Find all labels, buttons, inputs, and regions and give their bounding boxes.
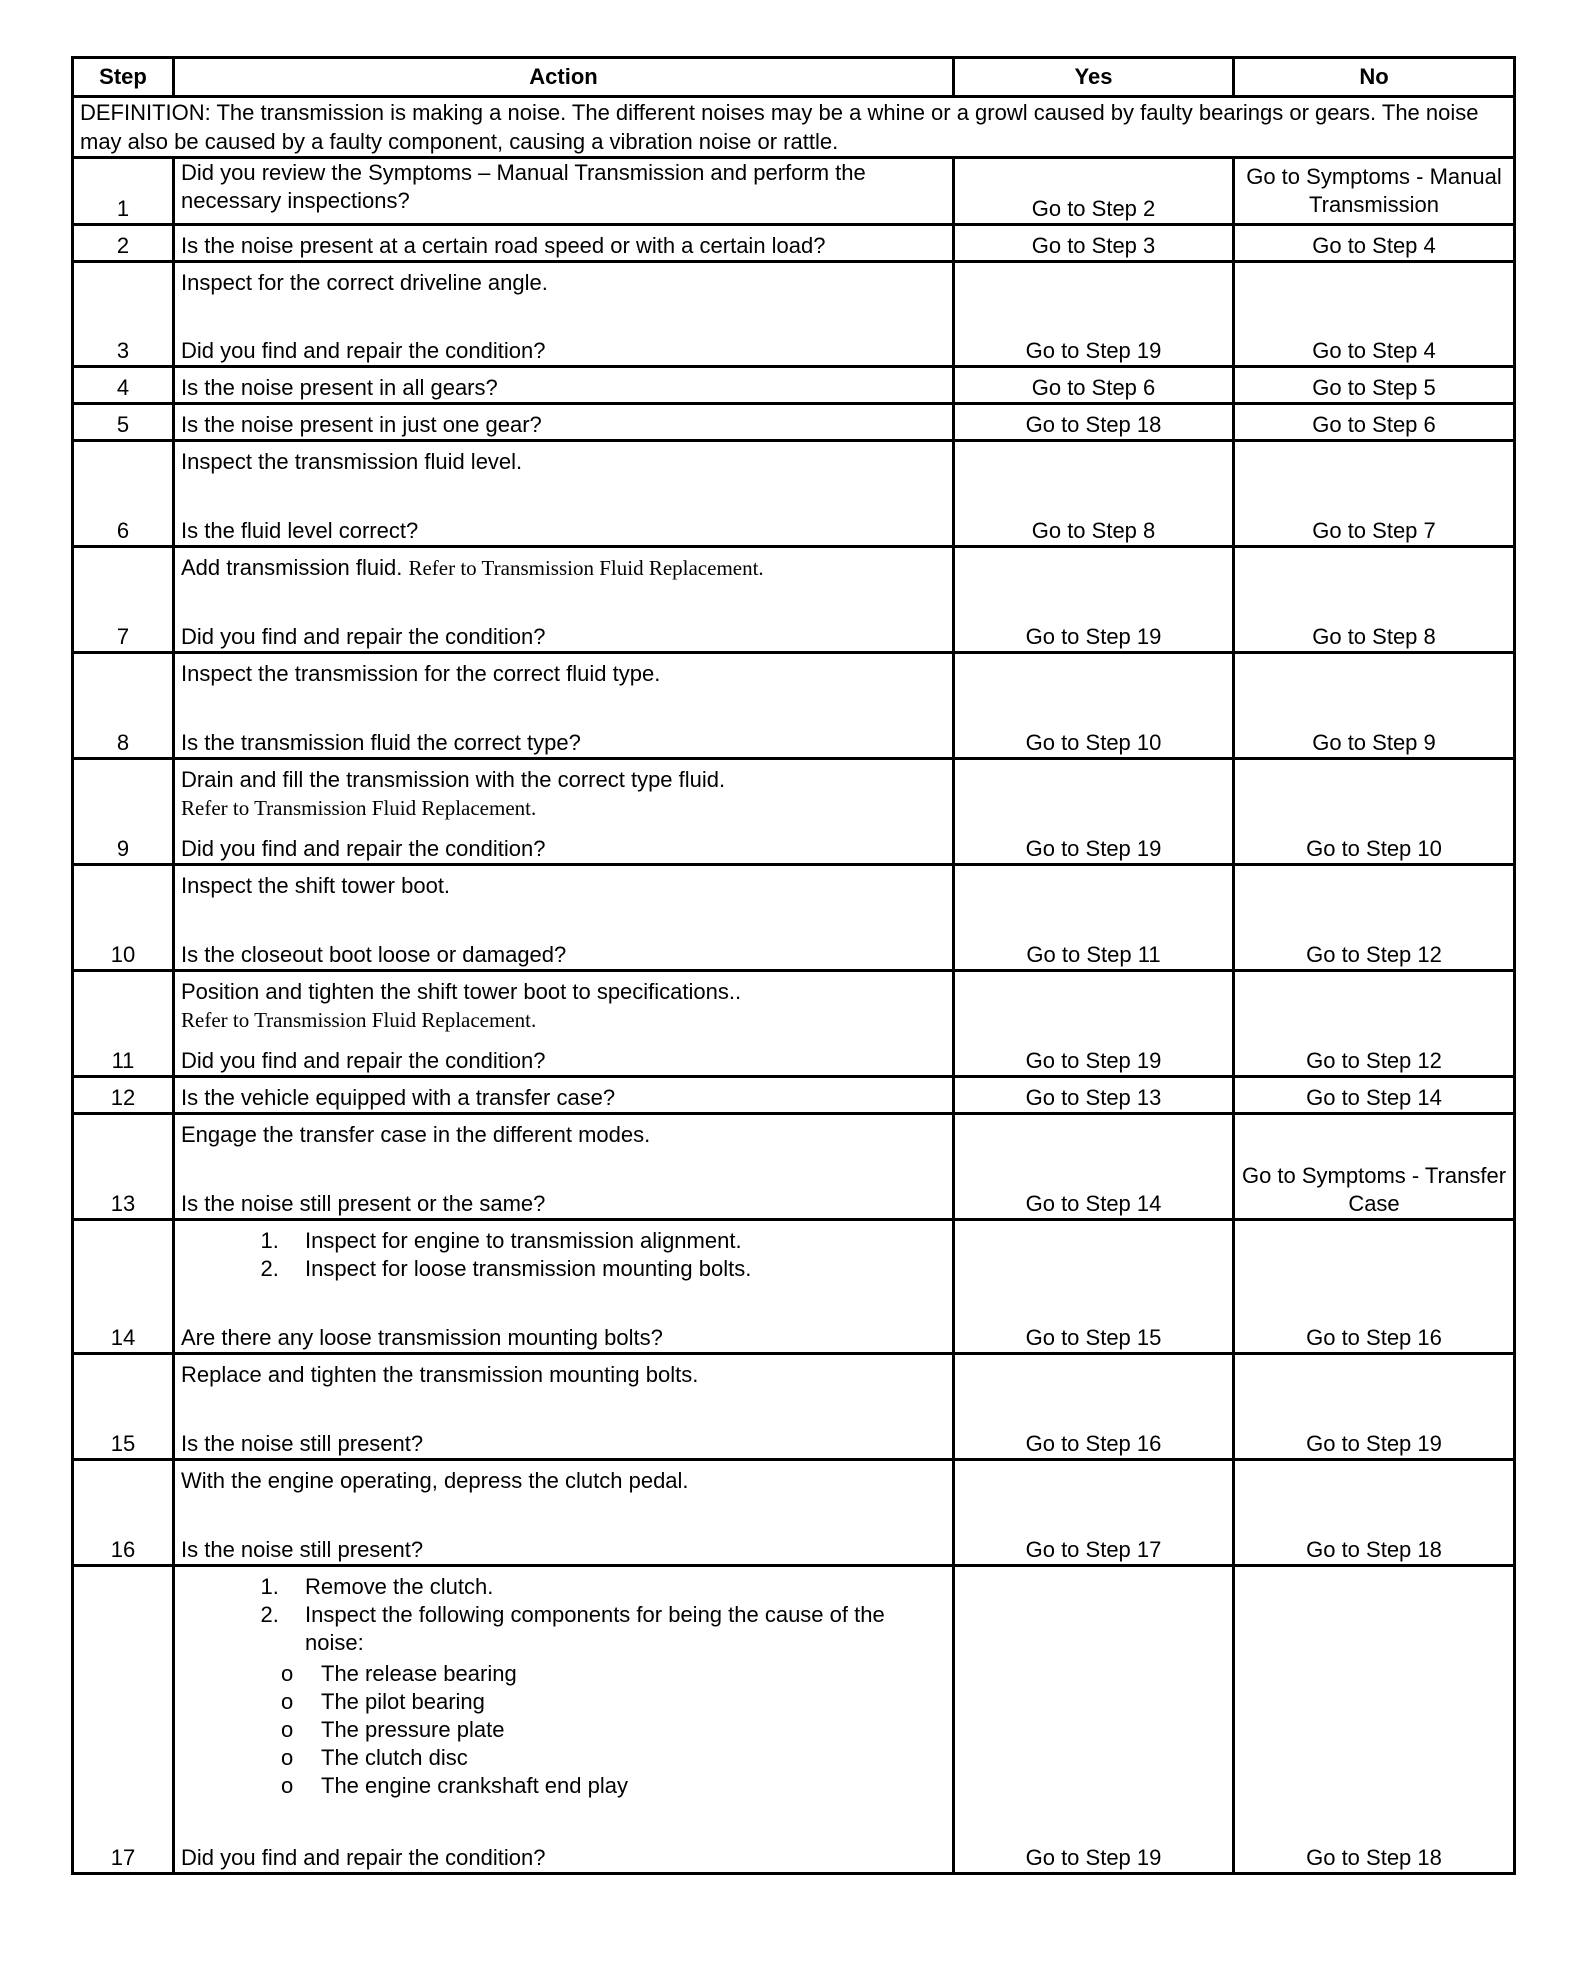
- step-number: 4: [73, 367, 174, 404]
- action-cell: [174, 1354, 954, 1460]
- table-row: [73, 547, 1515, 653]
- action-question: Did you find and repair the condition?: [181, 338, 546, 363]
- yes-answer: Go to Step 3: [954, 225, 1234, 262]
- action-question: Did you find and repair the condition?: [181, 624, 546, 649]
- header-row: [73, 58, 1515, 97]
- diagnostic-table: [71, 56, 1516, 1875]
- yes-answer: Go to Step 17: [954, 1460, 1234, 1566]
- action-question: Is the noise still present?: [181, 1537, 424, 1562]
- action-question: Is the closeout boot loose or damaged?: [181, 942, 567, 967]
- list-item: 2. Inspect for loose transmission mounting bolts.: [285, 1255, 946, 1283]
- table-row: [73, 759, 1515, 865]
- component-list: [181, 1660, 946, 1800]
- action-cell: [174, 547, 954, 653]
- no-answer: Go to Step 16: [1234, 1220, 1515, 1354]
- list-item: 1. Inspect for engine to transmission alignment.: [285, 1227, 946, 1255]
- action-text: Inspect for the correct driveline angle.: [181, 270, 548, 295]
- table-row: [73, 158, 1515, 225]
- action-question: Is the fluid level correct?: [181, 518, 419, 543]
- table-row: [73, 971, 1515, 1077]
- action-question: Are there any loose transmission mounting bolts?: [181, 1325, 663, 1350]
- definition-text: DEFINITION: The transmission is making a noise. The different noises may be a whine or a growl caused by faulty bearings or gears. The noise may also be caused by a faulty component, causing a vibration noise or rattle.: [73, 97, 1515, 158]
- no-answer: Go to Step 5: [1234, 367, 1515, 404]
- action-text: Position and tighten the shift tower boot to specifications..: [181, 979, 742, 1004]
- action-list: [181, 1227, 946, 1283]
- action-question: Did you find and repair the condition?: [181, 1048, 546, 1073]
- no-answer: Go to Symptoms - Manual Transmission: [1234, 158, 1515, 225]
- step-number: 13: [73, 1114, 174, 1220]
- action-text: Is the noise present in all gears?: [174, 367, 954, 404]
- step-number: 14: [73, 1220, 174, 1354]
- table-row: [73, 1220, 1515, 1354]
- reference-link[interactable]: Refer to Transmission Fluid Replacement.: [181, 796, 537, 820]
- list-item-text: Inspect the following components for being the cause of the noise:: [305, 1602, 885, 1655]
- list-item: 1. Remove the clutch.: [285, 1573, 946, 1601]
- definition-row: [73, 97, 1515, 158]
- reference-link[interactable]: Refer to Transmission Fluid Replacement.: [408, 556, 764, 580]
- action-text: Inspect the transmission fluid level.: [181, 449, 523, 474]
- action-cell: [174, 1220, 954, 1354]
- yes-answer: Go to Step 2: [954, 158, 1234, 225]
- yes-answer: Go to Step 19: [954, 262, 1234, 367]
- table-row: [73, 367, 1515, 404]
- action-text: Did you review the Symptoms – Manual Transmission and perform the necessary inspections?: [174, 158, 954, 225]
- no-answer: Go to Step 8: [1234, 547, 1515, 653]
- header-action: Action: [174, 58, 954, 97]
- header-no: No: [1234, 58, 1515, 97]
- yes-answer: Go to Step 13: [954, 1077, 1234, 1114]
- yes-answer: Go to Step 19: [954, 971, 1234, 1077]
- step-number: 10: [73, 865, 174, 971]
- action-cell: [174, 971, 954, 1077]
- action-text: Inspect the shift tower boot.: [181, 873, 451, 898]
- list-item: o The clutch disc: [321, 1744, 946, 1772]
- yes-answer: Go to Step 19: [954, 547, 1234, 653]
- yes-answer: Go to Step 19: [954, 1566, 1234, 1874]
- action-list: [181, 1573, 946, 1657]
- no-answer: Go to Step 12: [1234, 865, 1515, 971]
- no-answer: Go to Step 12: [1234, 971, 1515, 1077]
- yes-answer: Go to Step 10: [954, 653, 1234, 759]
- action-text: With the engine operating, depress the clutch pedal.: [181, 1468, 689, 1493]
- action-text: Inspect the transmission for the correct fluid type.: [181, 661, 661, 686]
- yes-answer: Go to Step 18: [954, 404, 1234, 441]
- action-text: Drain and fill the transmission with the correct type fluid.: [181, 767, 726, 792]
- action-question: Did you find and repair the condition?: [181, 836, 546, 861]
- step-number: 6: [73, 441, 174, 547]
- action-text: Is the vehicle equipped with a transfer case?: [174, 1077, 954, 1114]
- no-answer: Go to Step 4: [1234, 262, 1515, 367]
- yes-answer: Go to Step 14: [954, 1114, 1234, 1220]
- step-number: 3: [73, 262, 174, 367]
- step-number: 12: [73, 1077, 174, 1114]
- table-row: [73, 1114, 1515, 1220]
- list-item: o The pilot bearing: [321, 1688, 946, 1716]
- step-number: 17: [73, 1566, 174, 1874]
- table-row: [73, 865, 1515, 971]
- action-text: Is the noise present in just one gear?: [174, 404, 954, 441]
- table-row: [73, 1077, 1515, 1114]
- table-row: [73, 1460, 1515, 1566]
- no-answer: Go to Step 4: [1234, 225, 1515, 262]
- no-answer: Go to Step 7: [1234, 441, 1515, 547]
- no-answer: Go to Symptoms - Transfer Case: [1234, 1114, 1515, 1220]
- header-step: Step: [73, 58, 174, 97]
- action-text: Add transmission fluid.: [181, 555, 403, 580]
- action-cell: [174, 1460, 954, 1566]
- yes-answer: Go to Step 16: [954, 1354, 1234, 1460]
- step-number: 11: [73, 971, 174, 1077]
- action-question: Is the noise still present or the same?: [181, 1191, 546, 1216]
- action-cell: [174, 653, 954, 759]
- step-number: 2: [73, 225, 174, 262]
- table-row: [73, 1354, 1515, 1460]
- action-question: Is the transmission fluid the correct type?: [181, 730, 581, 755]
- yes-answer: Go to Step 6: [954, 367, 1234, 404]
- action-cell: [174, 759, 954, 865]
- no-answer: Go to Step 18: [1234, 1566, 1515, 1874]
- table-row: [73, 404, 1515, 441]
- no-answer: Go to Step 18: [1234, 1460, 1515, 1566]
- yes-answer: Go to Step 11: [954, 865, 1234, 971]
- no-answer: Go to Step 19: [1234, 1354, 1515, 1460]
- yes-answer: Go to Step 8: [954, 441, 1234, 547]
- action-cell: [174, 1114, 954, 1220]
- table-row: [73, 1566, 1515, 1874]
- no-answer: Go to Step 9: [1234, 653, 1515, 759]
- table-row: [73, 262, 1515, 367]
- table-row: [73, 653, 1515, 759]
- yes-answer: Go to Step 19: [954, 759, 1234, 865]
- list-item: [285, 1601, 946, 1657]
- list-item: o The release bearing: [321, 1660, 946, 1688]
- step-number: 8: [73, 653, 174, 759]
- yes-answer: Go to Step 15: [954, 1220, 1234, 1354]
- step-number: 1: [73, 158, 174, 225]
- step-number: 5: [73, 404, 174, 441]
- step-number: 15: [73, 1354, 174, 1460]
- action-text: Replace and tighten the transmission mounting bolts.: [181, 1362, 699, 1387]
- step-number: 7: [73, 547, 174, 653]
- step-number: 16: [73, 1460, 174, 1566]
- table-row: [73, 225, 1515, 262]
- header-yes: Yes: [954, 58, 1234, 97]
- no-answer: Go to Step 10: [1234, 759, 1515, 865]
- action-cell: [174, 865, 954, 971]
- no-answer: Go to Step 14: [1234, 1077, 1515, 1114]
- table-row: [73, 441, 1515, 547]
- action-question: Is the noise still present?: [181, 1431, 424, 1456]
- no-answer: Go to Step 6: [1234, 404, 1515, 441]
- action-cell: [174, 441, 954, 547]
- action-cell: [174, 1566, 954, 1874]
- action-cell: [174, 262, 954, 367]
- list-item: o The pressure plate: [321, 1716, 946, 1744]
- reference-link[interactable]: Refer to Transmission Fluid Replacement.: [181, 1008, 537, 1032]
- action-text: Is the noise present at a certain road speed or with a certain load?: [174, 225, 954, 262]
- list-item: o The engine crankshaft end play: [321, 1772, 946, 1800]
- step-number: 9: [73, 759, 174, 865]
- action-question: Did you find and repair the condition?: [181, 1845, 546, 1870]
- action-text: Engage the transfer case in the different modes.: [181, 1122, 651, 1147]
